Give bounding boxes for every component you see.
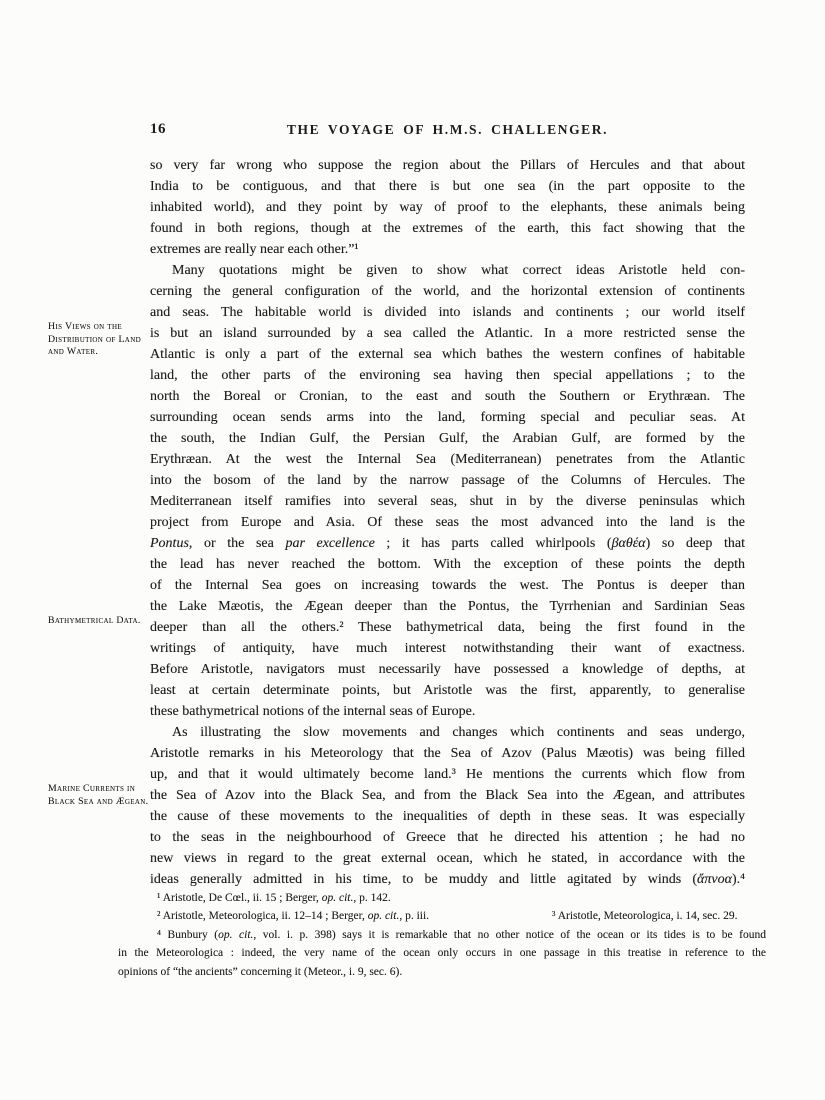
margin-note-3: Marine Currents in Black Sea and Ægean. <box>48 783 149 807</box>
text-line-p2-l17: the Lake Mæotis, the Ægean deeper than the Pontus, the Tyrrhenian and Sardinian Seas <box>150 599 745 614</box>
footnote-line-1: ¹ Aristotle, De Cœl., ii. 15 ; Berger, op. cit., p. 142. <box>157 892 391 904</box>
text-line-p3-l8: ideas generally admitted in his time, to be muddy and little agitated by winds (ἄπνοα).⁴ <box>150 872 745 887</box>
text-line-p2-l19: writings of antiquity, have much interest notwithstanding their want of exactness. <box>150 641 745 656</box>
text-line-p3-l3: up, and that it would ultimately become land.³ He mentions the currents which flow from <box>150 767 745 782</box>
text-line-p2-l14: Pontus, or the sea par excellence ; it has parts called whirlpools (βαθέα) so deep that <box>150 536 745 551</box>
text-line-p2-l15: the lead has never reached the bottom. With the exception of these points the depth <box>150 557 745 572</box>
text-line-p2-l7: north the Boreal or Cronian, to the east and south the Southern or Erythræan. The <box>150 389 745 404</box>
footnote-right: ³ Aristotle, Meteorologica, i. 14, sec. 29. <box>552 910 738 923</box>
running-title: THE VOYAGE OF H.M.S. CHALLENGER. <box>286 122 609 137</box>
footnote-line-3: ⁴ Bunbury (op. cit., vol. i. p. 398) says it is remarkable that no other notice of the ocean or its tides is to be found <box>157 928 766 941</box>
footnote-left: ² Aristotle, Meteorologica, ii. 12–14 ; Berger, op. cit., p. iii. <box>157 910 430 923</box>
text-line-p3-l6: to the seas in the neighbourhood of Greece that he directed his attention ; he had no <box>150 830 745 845</box>
page-number: 16 <box>150 121 166 137</box>
footnote-line-5: opinions of “the ancients” concerning it (Meteor., i. 9, sec. 6). <box>118 965 403 978</box>
text-line-p1-l4: found in both regions, though at the extremes of the earth, this fact showing that the <box>150 221 745 236</box>
text-line-p1-l3: inhabited world), and they point by way of proof to the elephants, these animals being <box>150 200 745 215</box>
text-line-p2-l9: the south, the Indian Gulf, the Persian Gulf, the Arabian Gulf, are formed by the <box>150 431 745 446</box>
text-line-p2-l2: cerning the general configuration of the world, and the horizontal extension of continents <box>150 284 745 299</box>
margin-note-1: His Views on the Distribution of Land and Water. <box>48 321 142 358</box>
page-header <box>150 121 745 143</box>
margin-note-2: Bathymetrical Data. <box>48 615 141 626</box>
footnotes-block <box>118 889 766 981</box>
text-line-p2-l16: of the Internal Sea goes on increasing towards the west. The Pontus is deeper than <box>150 578 745 593</box>
text-line-p2-l11: into the bosom of the land by the narrow passage of the Columns of Hercules. The <box>150 473 745 488</box>
text-line-p2-l3: and seas. The habitable world is divided into islands and continents ; our world itself <box>150 305 745 320</box>
text-line-p2-l8: surrounding ocean sends arms into the land, forming special and peculiar seas. At <box>150 410 745 425</box>
text-line-p2-l6: land, the other parts of the environing sea having then special appellations ; to the <box>150 368 745 383</box>
text-line-p1-l1: so very far wrong who suppose the region about the Pillars of Hercules and that about <box>150 158 745 173</box>
text-line-p2-l4: is but an island surrounded by a sea called the Atlantic. In a more restricted sense the <box>150 326 745 341</box>
text-line-p3-l5: the cause of these movements to the inequalities of depth in these seas. It was especially <box>150 809 745 824</box>
text-line-p1-l2: India to be contiguous, and that there is but one sea (in the part opposite to the <box>150 179 745 194</box>
text-line-p2-l1: Many quotations might be given to show what correct ideas Aristotle held con- <box>172 263 745 278</box>
text-line-p2-l10: Erythræan. At the west the Internal Sea (Mediterranean) penetrates from the Atlantic <box>150 452 745 467</box>
text-line-p3-l1: As illustrating the slow movements and changes which continents and seas undergo, <box>172 725 745 740</box>
text-line-p2-l5: Atlantic is only a part of the external sea which bathes the western confines of habitable <box>150 347 745 362</box>
text-line-p2-l20: Before Aristotle, navigators must necessarily have possessed a knowledge of depths, at <box>150 662 745 677</box>
text-line-p3-l4: the Sea of Azov into the Black Sea, and from the Black Sea into the Ægean, and attributes <box>150 788 745 803</box>
footnote-line-2 <box>118 907 766 925</box>
main-text-column <box>150 155 745 890</box>
text-line-p3-l2: Aristotle remarks in his Meteorology that the Sea of Azov (Palus Mæotis) was being filled <box>150 746 745 761</box>
text-line-p2-l13: project from Europe and Asia. Of these seas the most advanced into the land is the <box>150 515 745 530</box>
text-line-p2-l21: least at certain determinate points, but Aristotle was the first, apparently, to generalise <box>150 683 745 698</box>
text-line-p2-l18: deeper than all the others.² These bathymetrical data, being the first found in the <box>150 620 745 635</box>
text-line-p2-l12: Mediterranean itself ramifies into several seas, shut in by the diverse peninsulas which <box>150 494 745 509</box>
text-line-p2-l22: these bathymetrical notions of the internal seas of Europe. <box>150 704 476 719</box>
text-line-p1-l5: extremes are really near each other.”¹ <box>150 242 359 257</box>
footnote-line-4: in the Meteorologica : indeed, the very name of the ocean only occurs in one passage in this treatise in reference to the <box>118 947 766 960</box>
text-line-p3-l7: new views in regard to the great external ocean, which he stated, in accordance with the <box>150 851 745 866</box>
